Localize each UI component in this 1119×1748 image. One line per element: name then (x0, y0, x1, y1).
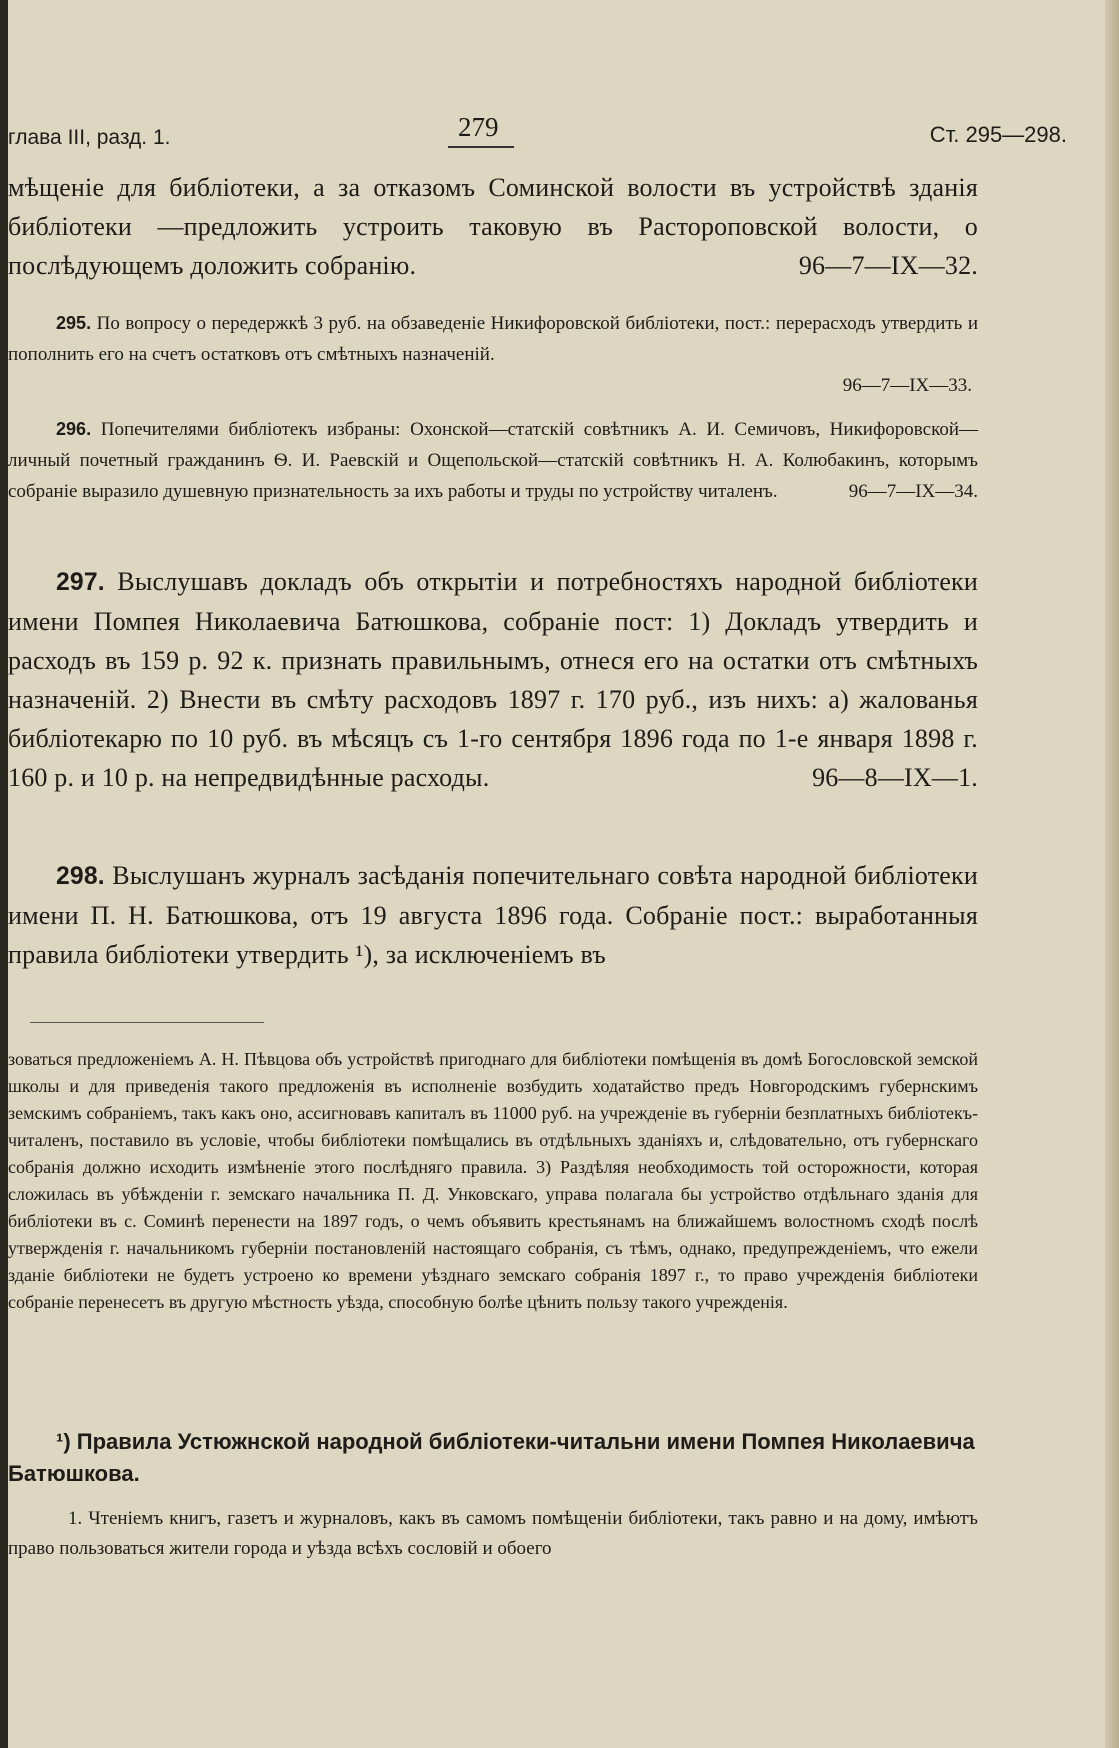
statute-295-text: По вопросу о передержкѣ 3 руб. на обзаведеніе Никифоровской библіотеки, пост.: перерасходъ утвердить и пополнить его на счетъ остатковъ отъ смѣтныхъ назначеній. (8, 313, 978, 365)
statute-297-text: Выслушавъ докладъ объ открытіи и потребностяхъ народной библіотеки имени Помпея Николаевича Батюшкова, собраніе пост: 1) Докладъ утвердить и расходъ въ 159 р. 92 к. признать правильнымъ, отнеся его на остатки отъ смѣтныхъ назначеній. 2) Внести въ смѣту расходовъ 1897 г. 170 руб., изъ нихъ: а) жалованья библіотекарю по 10 руб. въ мѣсяцъ съ 1-го сентября 1896 года по 1-е января 1898 г. 160 р. и 10 р. на непредвидѣнные расходы. (8, 567, 979, 792)
page-right-edge (1105, 0, 1119, 1748)
page-number: 279 (458, 112, 499, 142)
statute-296-text: Попечителями библіотекъ избраны: Охонской—статскій совѣтникъ А. И. Семичовъ, Никифоровской—личный почетный гражданинъ Ѳ. И. Раевскій и Ощепольской—статскій совѣтникъ Н. А. Колюбакинъ, которымъ собраніе выразило душевную признательность за ихъ работы и труды по устройству читаленъ. (8, 419, 979, 502)
rules-section (8, 1426, 978, 1564)
statute-295-ref: 96—7—IX—33. (842, 375, 972, 396)
statute-296-number: 296. (56, 419, 92, 439)
statute-297-number: 297. (56, 569, 105, 596)
intro-paragraph (8, 168, 978, 285)
rules-title: ¹) Правила Устюжнской народной библіотеки-читальни имени Помпея Николаевича Батюшкова. (8, 1429, 975, 1486)
statute-296-ref: 96—7—IX—34. (848, 481, 978, 502)
statute-295 (8, 308, 978, 401)
statute-297 (8, 562, 978, 797)
footnote-text: зоваться предложеніемъ А. Н. Пѣвцова объ устройствѣ пригоднаго для библіотеки помѣщенія въ домѣ Богословской земской школы и для приведенія такого предложенія въ исполненіе возбудить ходатайство предъ Новгородскимъ губернскимъ земскимъ собраніемъ, такъ какъ оно, ассигновавъ капиталъ въ 11000 руб. на учрежденіе въ губерніи безплатныхъ библіотекъ-читаленъ, поставило въ условіе, чтобы библіотеки помѣщались въ отдѣльныхъ зданіяхъ и, слѣдовательно, отъ губернскаго собранія должно исходить измѣненіе этого послѣдняго правила. 3) Раздѣляя необходимость той осторожности, которая сложилась въ убѣжденіи г. земскаго начальника П. Д. Унковскаго, управа полагала бы устройство отдѣльнаго зданія для библіотеки въ с. Соминѣ перенести на 1897 годъ, о чемъ объявить крестьянамъ на ближайшемъ волостномъ сходѣ послѣ утвержденія г. начальникомъ губерніи постановленій настоящаго собранія, съ тѣмъ, однако, предупрежденіемъ, что ежели зданіе библіотеки не будетъ устроено ко времени уѣзднаго земскаго собранія 1897 г., то право учрежденія библіотеки собраніе перенесетъ въ другую мѣстность уѣзда, способную болѣе цѣнить пользу такого учрежденія. (8, 1049, 978, 1312)
intro-text: мѣщеніе для библіотеки, а за отказомъ Соминской волости въ устройствѣ зданія библіотеки —предложить устроить таковую въ Растороповской волости, о послѣдующемъ доложить собранію. (8, 173, 978, 280)
page-header (8, 112, 1079, 162)
intro-ref: 96—7—IX—32. (798, 251, 978, 280)
chapter-label: глава III, разд. 1. (8, 126, 171, 149)
statute-298 (8, 856, 978, 974)
footnote-divider (30, 1022, 264, 1023)
page-number-underline (448, 146, 514, 148)
statute-298-text: Выслушанъ журналъ засѣданія попечительнаго совѣта народной библіотеки имени П. Н. Батюшкова, отъ 19 августа 1896 года. Собраніе пост.: выработанныя правила библіотеки утвердить ¹), за исключеніемъ въ (8, 861, 978, 969)
statute-296 (8, 414, 978, 507)
statute-298-number: 298. (56, 863, 105, 890)
statute-range: Ст. 295—298. (929, 122, 1067, 147)
page-left-edge (0, 0, 8, 1748)
statute-295-number: 295. (56, 313, 92, 333)
footnote-continuation (8, 1046, 978, 1316)
statute-297-ref: 96—8—IX—1. (812, 763, 978, 792)
rules-paragraph-1: 1. Чтеніемъ книгъ, газетъ и журналовъ, какъ въ самомъ помѣщеніи библіотеки, такъ равно и на дому, имѣютъ право пользоваться жители города и уѣзда всѣхъ сословій и обоего (8, 1508, 978, 1559)
